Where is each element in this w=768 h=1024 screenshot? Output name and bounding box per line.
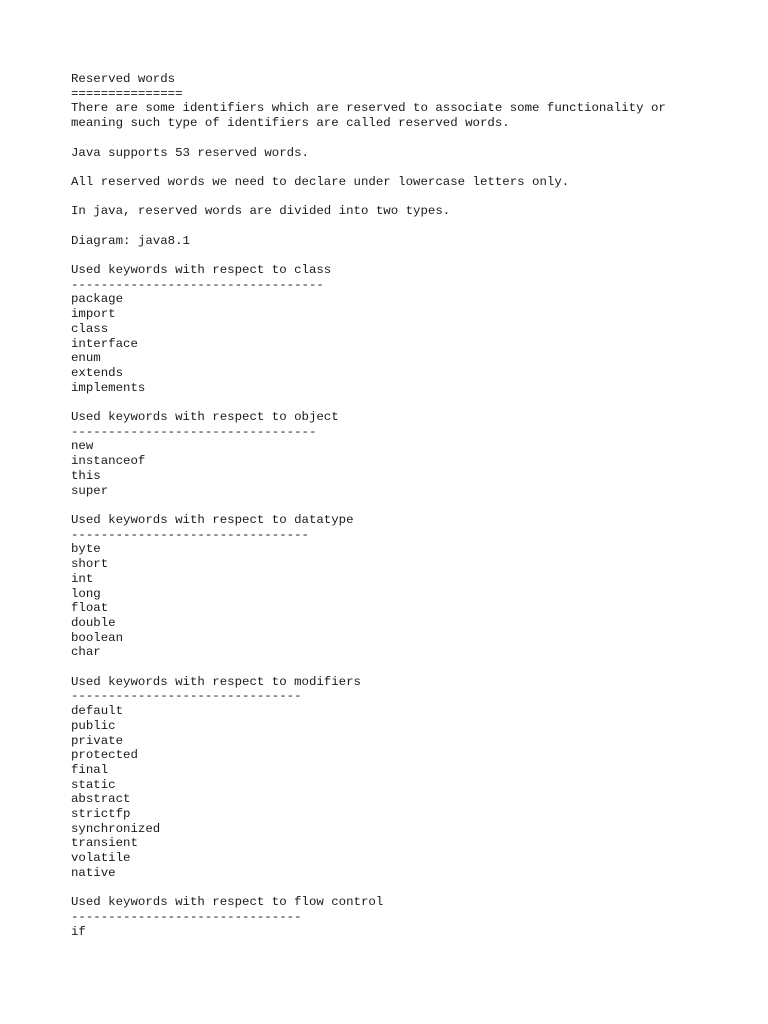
keyword-item: import [71, 307, 116, 322]
section-heading: Used keywords with respect to modifiers [71, 674, 361, 689]
keyword-item: private [71, 733, 124, 748]
keyword-item: interface [71, 336, 138, 351]
section-underline: ---------------------------------- [71, 277, 324, 292]
title-underline: =============== [71, 86, 183, 101]
keyword-item: transient [71, 836, 138, 851]
blank-line [71, 131, 751, 146]
keyword-item: enum [71, 351, 101, 366]
keyword-item: abstract [71, 792, 131, 807]
keyword-item: extends [71, 365, 124, 380]
intro-line: meaning such type of identifiers are called reserved words. [71, 116, 510, 131]
keyword-item: synchronized [71, 821, 161, 836]
keyword-item: if [71, 924, 86, 939]
keyword-item: default [71, 704, 124, 719]
keyword-sections [71, 263, 751, 939]
case-paragraph: All reserved words we need to declare under lowercase letters only. [71, 174, 570, 189]
blank-line [71, 219, 751, 234]
section-underline: --------------------------------- [71, 424, 317, 439]
blank-line [71, 881, 751, 896]
keyword-item: final [71, 762, 109, 777]
blank-line [71, 160, 751, 175]
intro-line: There are some identifiers which are reserved to associate some functionality or [71, 101, 666, 116]
diagram-reference: Diagram: java8.1 [71, 233, 190, 248]
keyword-item: package [71, 292, 124, 307]
keyword-section [71, 675, 751, 896]
keyword-item: byte [71, 542, 101, 557]
keyword-section [71, 263, 751, 410]
blank-line [71, 248, 751, 263]
keyword-item: native [71, 865, 116, 880]
section-underline: ------------------------------- [71, 909, 302, 924]
keyword-item: char [71, 645, 101, 660]
blank-line [71, 395, 751, 410]
keyword-item: class [71, 321, 109, 336]
count-paragraph: Java supports 53 reserved words. [71, 145, 309, 160]
keyword-section [71, 895, 751, 939]
keyword-item: short [71, 557, 109, 572]
section-heading: Used keywords with respect to object [71, 410, 339, 425]
section-heading: Used keywords with respect to flow control [71, 895, 384, 910]
keyword-item: double [71, 615, 116, 630]
keyword-item: protected [71, 748, 138, 763]
keyword-item: float [71, 601, 109, 616]
document-page [71, 72, 751, 939]
keyword-item: public [71, 718, 116, 733]
keyword-item: implements [71, 380, 146, 395]
section-heading: Used keywords with respect to class [71, 263, 332, 278]
section-underline: -------------------------------- [71, 527, 309, 542]
keyword-item: static [71, 777, 116, 792]
keyword-item: super [71, 483, 109, 498]
keyword-item: long [71, 586, 101, 601]
keyword-item: new [71, 439, 94, 454]
document-title: Reserved words [71, 72, 176, 86]
keyword-section [71, 410, 751, 513]
keyword-section [71, 513, 751, 675]
keyword-item: instanceof [71, 454, 146, 469]
blank-line [71, 660, 751, 675]
keyword-item: strictfp [71, 807, 131, 822]
keyword-item: boolean [71, 630, 124, 645]
blank-line [71, 498, 751, 513]
types-paragraph: In java, reserved words are divided into two types. [71, 204, 451, 219]
keyword-item: this [71, 468, 101, 483]
blank-line [71, 190, 751, 205]
section-underline: ------------------------------- [71, 689, 302, 704]
keyword-item: int [71, 571, 94, 586]
keyword-item: volatile [71, 851, 131, 866]
section-heading: Used keywords with respect to datatype [71, 512, 354, 527]
